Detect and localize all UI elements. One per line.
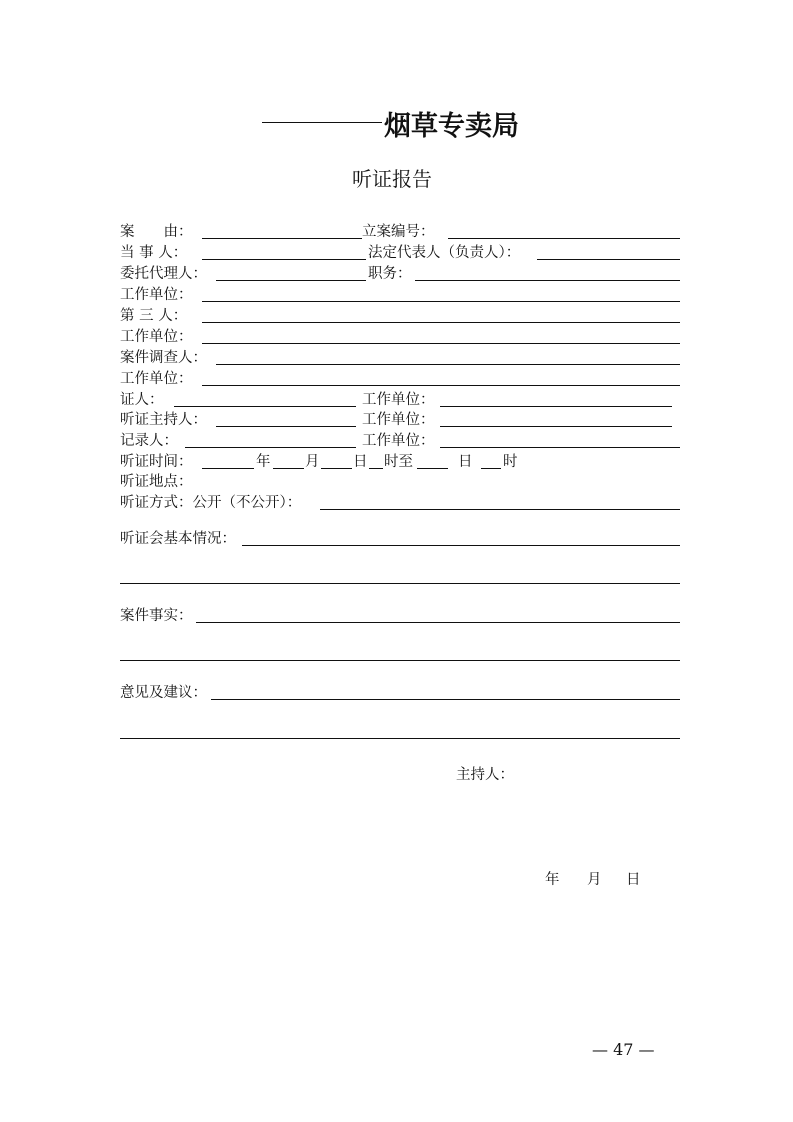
report-title: 听证报告 [352, 167, 432, 191]
time-end-hour-field[interactable] [481, 468, 501, 469]
host-work-unit-label: 工作单位： [362, 412, 435, 428]
third-party-label: 第 三 人： [120, 308, 188, 324]
opinions-label: 意见及建议： [120, 685, 207, 701]
agency-title: 烟草专卖局 [384, 111, 519, 142]
agent-label: 委托代理人： [120, 266, 207, 282]
case-cause-field[interactable] [202, 238, 362, 239]
hearing-method-field[interactable] [320, 509, 680, 510]
investigator-work-unit-field[interactable] [202, 385, 680, 386]
hearing-method-label: 听证方式：公开（不公开）： [120, 495, 302, 511]
third-party-work-unit-field[interactable] [202, 343, 680, 344]
recorder-label: 记录人： [120, 433, 178, 449]
party-field[interactable] [202, 259, 366, 260]
time-day-label: 日 [353, 454, 368, 470]
third-party-field[interactable] [202, 322, 680, 323]
case-cause-label: 案 由： [120, 224, 193, 240]
agent-field[interactable] [216, 280, 366, 281]
legal-rep-field[interactable] [537, 259, 680, 260]
witness-field[interactable] [174, 406, 356, 407]
recorder-work-unit-label: 工作单位： [362, 433, 435, 449]
basic-situation-label: 听证会基本情况： [120, 531, 236, 547]
agency-name-blank[interactable] [262, 122, 382, 123]
hearing-place-label: 听证地点： [120, 474, 193, 490]
basic-situation-field-line2[interactable] [120, 583, 680, 584]
opinions-field-line2[interactable] [120, 738, 680, 739]
witness-work-unit-field[interactable] [440, 406, 672, 407]
position-label: 职务： [368, 266, 412, 282]
time-day-field[interactable] [321, 468, 352, 469]
recorder-field[interactable] [185, 447, 356, 448]
time-end-hour-label: 时 [503, 454, 518, 470]
time-hour-field[interactable] [369, 468, 383, 469]
case-facts-label: 案件事实： [120, 608, 193, 624]
time-end-day-field[interactable] [417, 468, 448, 469]
investigator-field[interactable] [216, 364, 680, 365]
page-number: — 47 — [592, 1040, 655, 1059]
sign-year-label: 年 [545, 872, 560, 888]
time-month-label: 月 [305, 454, 320, 470]
basic-situation-field[interactable] [242, 545, 680, 546]
time-month-field[interactable] [273, 468, 304, 469]
time-year-field[interactable] [202, 468, 254, 469]
time-end-day-label: 日 [458, 454, 473, 470]
witness-label: 证人： [120, 392, 164, 408]
legal-rep-label: 法定代表人（负责人）： [368, 245, 521, 261]
host-signature-label: 主持人： [456, 767, 514, 783]
investigator-label: 案件调查人： [120, 350, 207, 366]
case-facts-field[interactable] [196, 622, 680, 623]
host-field[interactable] [216, 426, 356, 427]
hearing-time-label: 听证时间： [120, 454, 193, 470]
investigator-work-unit-label: 工作单位： [120, 371, 193, 387]
opinions-field[interactable] [211, 699, 680, 700]
position-field[interactable] [415, 280, 680, 281]
third-party-work-unit-label: 工作单位： [120, 329, 193, 345]
host-label: 听证主持人： [120, 412, 207, 428]
recorder-work-unit-field[interactable] [440, 447, 680, 448]
witness-work-unit-label: 工作单位： [362, 392, 435, 408]
party-label: 当 事 人： [120, 245, 188, 261]
host-work-unit-field[interactable] [440, 426, 672, 427]
party-work-unit-label: 工作单位： [120, 287, 193, 303]
time-year-label: 年 [256, 454, 271, 470]
case-facts-field-line2[interactable] [120, 660, 680, 661]
case-number-field[interactable] [448, 238, 680, 239]
sign-month-label: 月 [587, 872, 602, 888]
time-hour-to-label: 时至 [384, 454, 413, 470]
case-number-label: 立案编号： [362, 224, 435, 240]
party-work-unit-field[interactable] [202, 301, 680, 302]
sign-day-label: 日 [626, 872, 641, 888]
